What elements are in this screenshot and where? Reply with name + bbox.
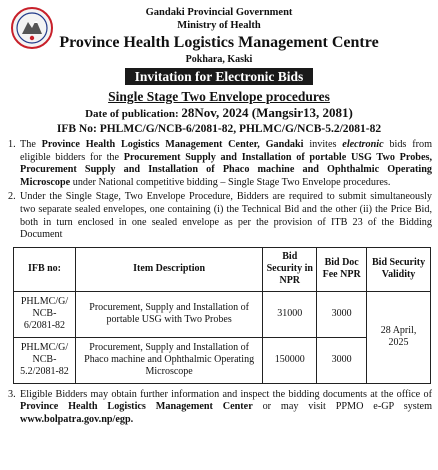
invitation-banner: Invitation for Electronic Bids — [125, 68, 314, 85]
ministry-name: Ministry of Health — [177, 20, 261, 31]
text: The — [20, 139, 42, 150]
text: Eligible Bidders may obtain further information and inspect the bidding documents at the office of — [20, 388, 432, 400]
text: invites — [303, 139, 343, 150]
procurement-items-bold: Procurement Supply and Installation of portable USG Two Probes, Procurement Supply and Installation of Phaco machine and Ophthalmic Operating Microscope — [20, 151, 432, 188]
cell-ifb: PHLMC/G/ NCB-5.2/2081-82 — [14, 337, 76, 383]
government-emblem-icon — [10, 6, 54, 50]
banner-wrap — [6, 68, 432, 86]
cell-fee: 3000 — [317, 337, 367, 383]
paragraph-number: 3. — [8, 388, 16, 400]
ifb-number-line: IFB No: PHLMC/G/NCB-6/2081-82, PHLMC/G/NCB-5.2/2081-82 — [56, 123, 382, 135]
cell-item: Procurement, Supply and Installation of portable USG with Two Probes — [75, 291, 262, 337]
text: bids from eligible bidders for the — [20, 139, 432, 163]
header-security: Bid Security in NPR — [263, 247, 317, 291]
cell-item: Procurement, Supply and Installation of Phaco machine and Ophthalmic Operating Microscope — [75, 337, 262, 383]
paragraph-3 — [6, 389, 432, 427]
procedure-subtitle: Single Stage Two Envelope procedures — [108, 89, 330, 104]
paragraph-1 — [6, 139, 432, 189]
bids-table — [13, 247, 431, 384]
paragraph-2 — [6, 191, 432, 241]
publication-date: 28Nov, 2024 (Mangsir13, 2081) — [181, 105, 353, 120]
header-validity: Bid Security Validity — [367, 247, 431, 291]
egp-link[interactable]: www.bolpatra.gov.np/egp. — [20, 413, 134, 425]
org-name-bold: Province Health Logistics Management Center — [20, 401, 253, 413]
cell-ifb: PHLMC/G/ NCB-6/2081-82 — [14, 291, 76, 337]
cell-security: 150000 — [263, 337, 317, 383]
publication-date-line — [6, 105, 432, 122]
org-name-bold: Province Health Logistics Management Center, Gandaki — [41, 139, 304, 150]
electronic-emphasis: electronic — [342, 139, 384, 150]
table-row — [14, 291, 431, 337]
text: under National competitive bidding – Single Stage Two Envelope procedures. — [70, 176, 391, 188]
cell-fee: 3000 — [317, 291, 367, 337]
header-ifb: IFB no: — [14, 247, 76, 291]
organization-title: Province Health Logistics Management Centre — [59, 34, 379, 51]
publication-label: Date of publication: — [85, 108, 182, 120]
text: Under the Single Stage, Two Envelope Procedure, Bidders are required to submit simultaneously two separate sealed envelopes, one containing (i) the Technical Bid and the other (ii) the Price Bid, both in turn enclosed in one sealed envelope as per the provision of ITB 23 of the Bidding Document — [20, 191, 432, 241]
table-header-row — [14, 247, 431, 291]
organization-location: Pokhara, Kaski — [185, 54, 253, 65]
text: or may visit PPMO e-GP system — [252, 401, 432, 413]
paragraph-number: 2. — [8, 191, 16, 203]
paragraph-number: 1. — [8, 139, 16, 150]
cell-validity: 28 April, 2025 — [367, 291, 431, 383]
government-name: Gandaki Provincial Government — [145, 7, 293, 18]
cell-security: 31000 — [263, 291, 317, 337]
header-fee: Bid Doc Fee NPR — [317, 247, 367, 291]
header-item: Item Description — [75, 247, 262, 291]
